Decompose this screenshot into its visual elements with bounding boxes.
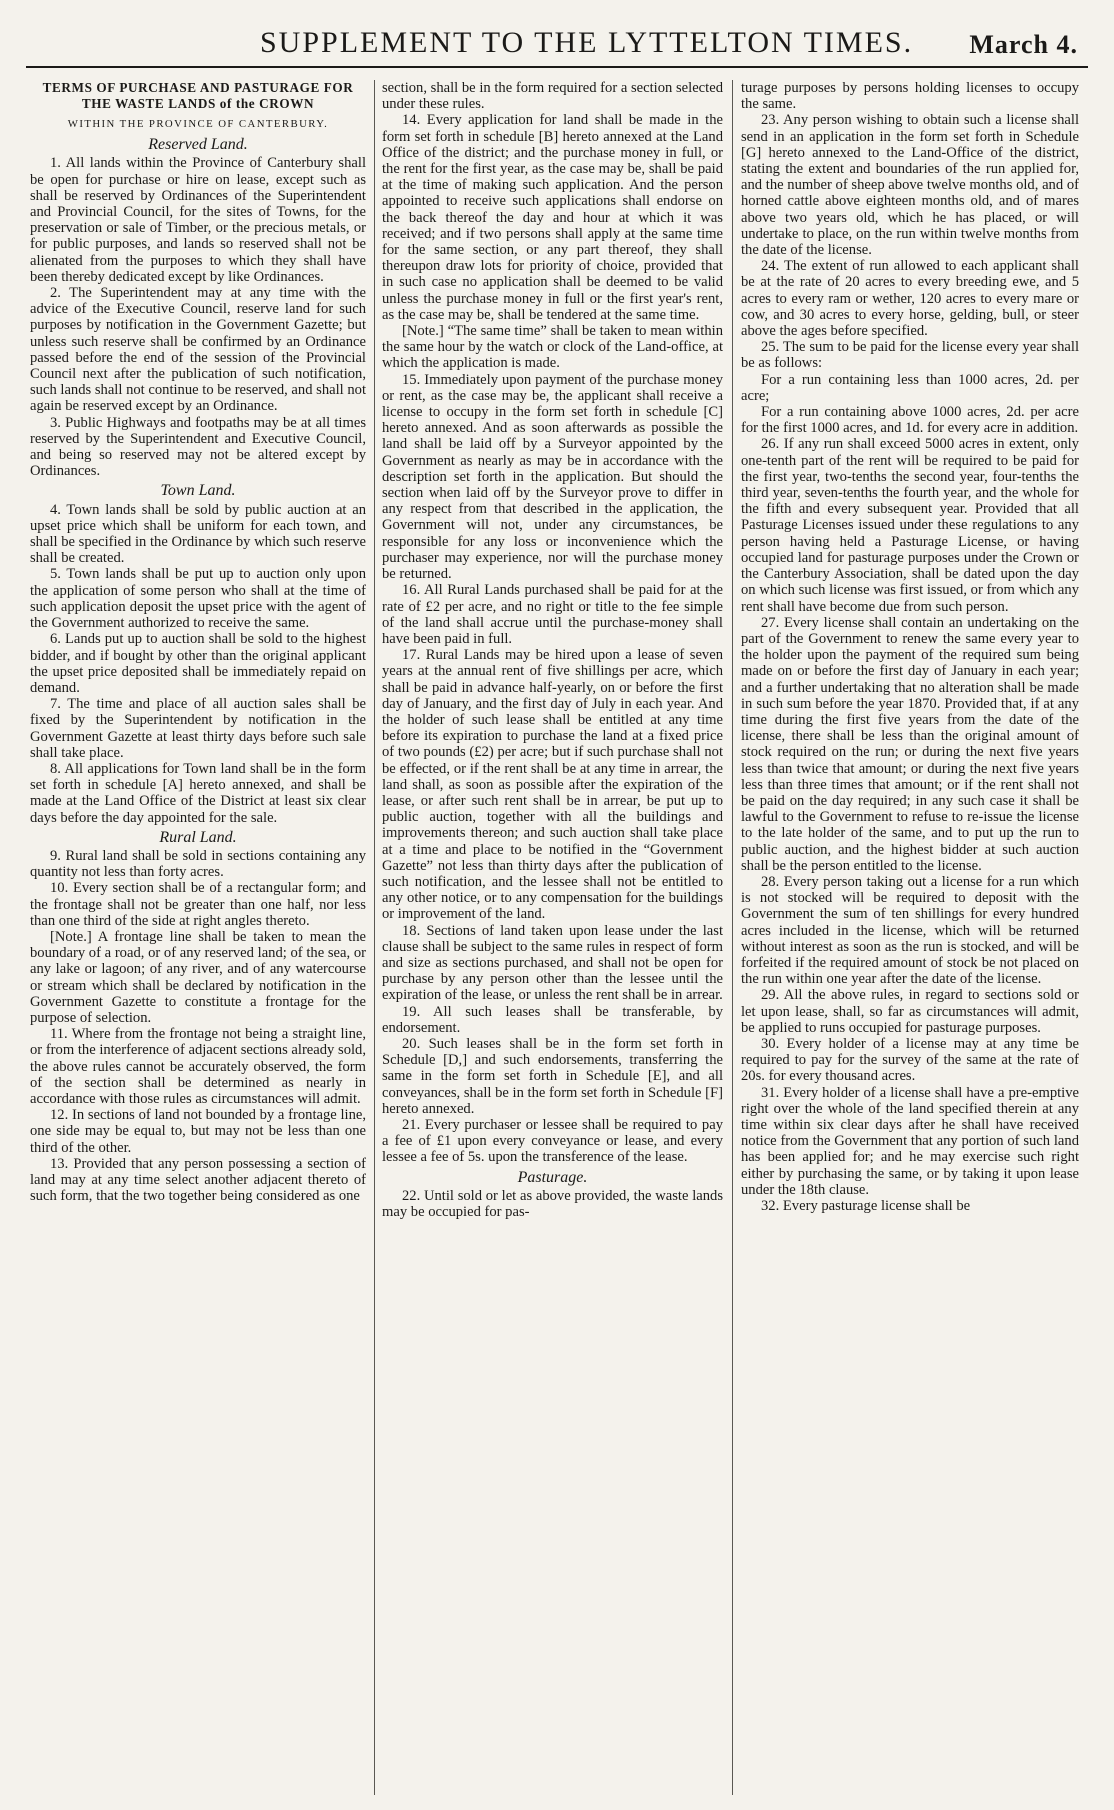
paragraph: 22. Until sold or let as above provided, the waste lands may be occupied for pas-: [382, 1187, 723, 1221]
masthead-date: March 4.: [969, 30, 1078, 59]
paragraph: 20. Such leases shall be in the form set forth in Schedule [D,] and such endorsements, transferring the same in the form set forth in Schedule [E], and all conveyances, shall be in the form set forth in Schedule [F] hereto annexed.: [382, 1035, 723, 1117]
section-heading: Pasturage.: [517, 1168, 588, 1186]
paragraph: 28. Every person taking out a license for a run which is not stocked will be required to deposit with the Government the sum of ten shillings for every hundred acres included in the license, which will be returned without interest as soon as the run is stocked, and will be forfeited if the required amount of stock be not placed on the run within one year after the date of the license.: [741, 873, 1079, 988]
column-divider: [374, 80, 375, 1795]
paragraph: 31. Every holder of a license shall have a pre-emptive right over the whole of the land specified therein at any time within six clear days after he shall have received notice from the Government that any portion of such land has been applied for; and he may exercise such right either by purchasing the same, or by taking it upon lease under the 18th clause.: [741, 1084, 1079, 1198]
column-1: [30, 80, 366, 1795]
paragraph: 4. Town lands shall be sold by public auction at an upset price which shall be uniform for each town, and shall be specified in the Ordinance by which such reserve shall be created.: [30, 501, 366, 567]
paragraph: 1. All lands within the Province of Canterbury shall be open for purchase or hire on lease, except such as shall be reserved by Ordinances of the Superintendent and Provincial Council, for the sites of Towns, for the preservation or sale of Timber, or the precious metals, or for public purposes, and lands so reserved shall not be alienated from the purposes to which they shall have been thereby dedicated except by like Ordinances.: [30, 155, 366, 285]
paragraph: 25. The sum to be paid for the license every year shall be as follows:: [741, 339, 1079, 372]
paragraph: 2. The Superintendent may at any time with the advice of the Executive Council, reserve land for such purposes by notification in the Government Gazette; but unless such reserve shall be confirmed by an Ordinance passed before the end of the session of the Provincial Council next after the publication of such notification, such lands shall not continue to be reserved, and shall not again be reserved except by an Ordinance.: [30, 285, 366, 415]
paragraph: 10. Every section shall be of a rectangular form; and the frontage shall not be greater than one half, nor less than one third of the side at right angles thereto.: [30, 880, 366, 929]
paragraph: 18. Sections of land taken upon lease under the last clause shall be subject to the same rules in respect of form and size as sections purchased, and shall not be open for purchase by any person other than the lessee until the expiration of the lease, or unless the rent shall be in arrear.: [382, 922, 723, 1004]
masthead: [26, 22, 1088, 68]
paragraph: 5. Town lands shall be put up to auction only upon the application of some person who shall at the time of such application deposit the upset price with the agent of the Government authorized to receive the same.: [30, 566, 366, 632]
paragraph: 30. Every holder of a license may at any time be required to pay for the survey of the same at the rate of 20s. for every thousand acres.: [741, 1035, 1079, 1085]
article-subheading: WITHIN THE PROVINCE OF CANTERBURY.: [67, 118, 329, 130]
paragraph: For a run containing less than 1000 acres, 2d. per acre;: [741, 371, 1079, 404]
paragraph: 21. Every purchaser or lessee shall be required to pay a fee of £1 upon every conveyance or lease, and every lessee a fee of 5s. upon the transference of the lease.: [382, 1117, 723, 1166]
paragraph: 13. Provided that any person possessing a section of land may at any time select another adjacent thereto of such form, that the two together being considered as one: [30, 1155, 366, 1205]
paragraph-continued: section, shall be in the form required for a section selected under these rules.: [382, 80, 723, 113]
paragraph: 6. Lands put up to auction shall be sold to the highest bidder, and if bought by other than the original applicant the upset price deposited shall be immediately repaid on demand.: [30, 631, 366, 696]
column-2: [382, 80, 723, 1795]
paragraph: 16. All Rural Lands purchased shall be paid for at the rate of £2 per acre, and no right or title to the fee simple of the land shall accrue until the purchase-money shall have been paid in full.: [382, 582, 723, 647]
paragraph: 32. Every pasturage license shall be: [761, 1198, 971, 1215]
section-heading: Rural Land.: [159, 828, 237, 846]
masthead-title: SUPPLEMENT TO THE LYTTELTON TIMES.: [260, 26, 914, 59]
paragraph: 17. Rural Lands may be hired upon a lease of seven years at the annual rent of five shillings per acre, which shall be paid in advance half-yearly, on or before the first day of January, and the first day of July in each year. And the holder of such lease shall be entitled at any time before its expiration to purchase the land at a fixed price of two pounds (£2) per acre; but if such purchase shall not be effected, or if the rent shall be at any time in arrear, the land shall, as soon as possible after the expiration of the lease, or after such rent shall be in arrear, be put up to public auction, together with all the buildings and improvements thereon; and such auction shall take place at a time and place to be notified in the “Government Gazette” not less than thirty days after the publication of such notification, and the lessee shall not be entitled to any other notice, or to any compensation for the buildings or improvement of the land.: [382, 647, 723, 923]
paragraph-continued: turage purposes by persons holding licenses to occupy the same.: [741, 80, 1079, 113]
paragraph: 3. Public Highways and footpaths may be at all times reserved by the Superintendent and Executive Council, and being so reserved may not be altered except by Ordinances.: [30, 414, 366, 480]
paragraph: 8. All applications for Town land shall be in the form set forth in schedule [A] hereto annexed, and shall be made at the Land Office of the District at least six clear days before the day appointed for the sale.: [30, 760, 366, 826]
paragraph: 19. All such leases shall be transferable, by endorsement.: [382, 1003, 723, 1036]
paragraph: 24. The extent of run allowed to each applicant shall be at the rate of 20 acres to every breeding ewe, and 5 acres to every ram or wether, 120 acres to every mare or cow, and 30 acres to every horse, gelding, bull, or steer above the ages before specified.: [741, 258, 1079, 340]
paragraph: 11. Where from the frontage not being a straight line, or from the interference of adjacent sections already sold, the above rules cannot be accurately observed, the form of the section shall be determined as nearly in accordance with those rules as circumstances will admit.: [30, 1026, 366, 1107]
column-divider: [732, 80, 733, 1795]
paragraph: For a run containing above 1000 acres, 2d. per acre for the first 1000 acres, and 1d. for every acre in addition.: [741, 404, 1079, 437]
article-heading: TERMS OF PURCHASE AND PASTURAGE FOR THE WASTE LANDS of the CROWN: [42, 80, 354, 111]
paragraph: 14. Every application for land shall be made in the form set forth in schedule [B] hereto annexed at the Land Office of the district; and the purchase money in full, or the rent for the first year, as the case may be, shall be paid at the time of making such application. And the person appointed to receive such applications shall endorse on the back thereof the day and hour at which it was received; and if two persons shall apply at the same time for the same section, or any part thereof, they shall thereupon draw lots for priority of choice, provided that in such case no application shall be deemed to be valid unless the purchase money in full or the first year's rent, as the case may be, shall be tendered at the same time.: [382, 112, 723, 323]
paragraph: 9. Rural land shall be sold in sections containing any quantity not less than forty acres.: [30, 847, 366, 881]
paragraph: 29. All the above rules, in regard to sections sold or let upon lease, shall, so far as circumstances will admit, be applied to runs occupied for pasturage purposes.: [741, 987, 1079, 1036]
paragraph: [Note.] A frontage line shall be taken to mean the boundary of a road, or of any reserved land; of the sea, or any lake or lagoon; of any river, and of any watercourse or stream which shall be declared by notification in the Government Gazette to constitute a frontage for the purpose of selection.: [30, 928, 366, 1026]
paragraph: 27. Every license shall contain an undertaking on the part of the Government to renew the same every year to the holder upon the payment of the required sum being made on or before the first day of January in each year; and a further undertaking that no alteration shall be made in such sum before the year 1870. Provided that, if at any time during the first five years from the date of the license, there shall be less than the original amount of stock required on the run; or during the next five years less than twice that amount; or during the next five years less than three times that amount; or if the rent shall not be paid on the day required; in any such case it shall be lawful to the Government to refuse to re-issue the license to the late holder of the same, and to put up the run to public auction, and the highest bidder at such auction shall be the person entitled to the license.: [741, 614, 1079, 874]
section-heading: Reserved Land.: [148, 136, 248, 154]
paragraph: 12. In sections of land not bounded by a frontage line, one side may be equal to, but may not be less than one third of the other.: [30, 1107, 366, 1156]
paragraph: 23. Any person wishing to obtain such a license shall send in an application in the form set forth in Schedule [G] hereto annexed to the Land-Office of the district, stating the extent and boundaries of the run applied for, and the number of sheep above twelve months old, and of horned cattle above eighteen months old, and of mares above two years old, which he has placed, or will undertake to place, on the run within twelve months from the date of the license.: [741, 112, 1079, 259]
column-3: [741, 80, 1079, 1795]
section-heading: Town Land.: [160, 482, 236, 500]
paragraph: 26. If any run shall exceed 5000 acres in extent, only one-tenth part of the rent will be required to be paid for the first year, two-tenths the second year, four-tenths the third year, seven-tenths the fourth year, and the whole for the fifth and every subsequent year. Provided that all Pasturage Licenses issued under these regulations to any person having held a Pasturage License, or having occupied land for pasturage purposes under the Crown or the Canterbury Association, shall be dated upon the day on which such license was first issued, or from which any rent shall have become due from such person.: [741, 436, 1079, 615]
paragraph: 7. The time and place of all auction sales shall be fixed by the Superintendent by notification in the Government Gazette at least thirty days before such sale shall take place.: [30, 696, 366, 761]
paragraph: 15. Immediately upon payment of the purchase money or rent, as the case may be, the applicant shall receive a license to occupy in the form set forth in schedule [C] hereto annexed. And as soon afterwards as possible the land shall be laid off by a Surveyor appointed by the Government as nearly as may be in accordance with the description set forth in the application. But should the section when laid off by the Surveyor prove to differ in any respect from that described in the application, the Government will not, under any circumstances, be responsible for any loss or inconvenience which the purchaser may experience, nor will the purchase money be returned.: [382, 371, 723, 583]
paragraph: [Note.] “The same time” shall be taken to mean within the same hour by the watch or clock of the Land-office, at which the application is made.: [382, 323, 723, 372]
